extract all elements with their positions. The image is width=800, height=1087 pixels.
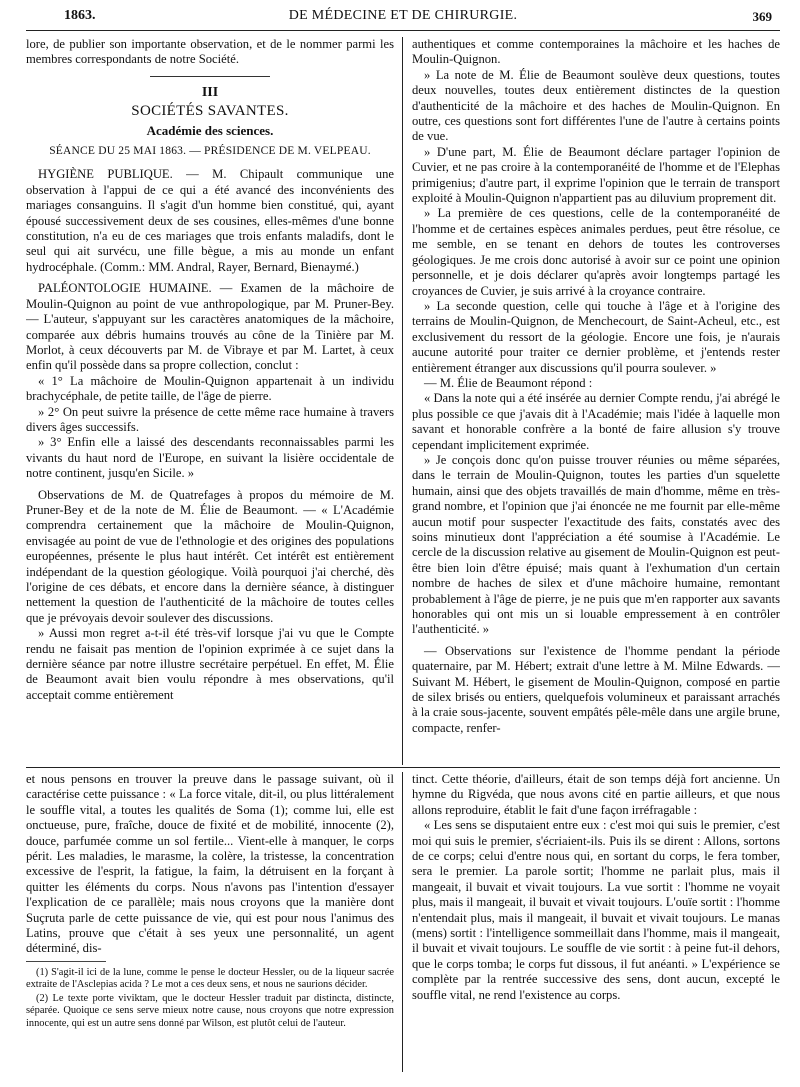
paragraph-regret: » Aussi mon regret a-t-il été très-vif lorsque j'ai vu que le Compte rendu ne faisait pas mention de l'opinion exprimée à ce sujet dans la dernière séance par notre illustre secrétaire perpétuel. En effet, M. Élie de Beaumont avait bien voulu répondre à mes observations, qu'il acceptait comme entièrement	[26, 626, 394, 702]
paragraph-two-questions: » La note de M. Élie de Beaumont soulève deux questions, toutes deux nouvelles, toutes deux entièrement distinctes de la question d'authenticité de la mâchoire et des haches de Moulin-Quignon. En outre, ces questions sont fort différentes l'une de l'autre à certains points de vue.	[412, 67, 780, 144]
paragraph-first-question: » La première de ces questions, celle de la contemporanéité de l'homme et de certaines espèces animales perdues, peut être résolue, ce me semble, en se tenant en dehors de toutes les controverses géologiques. Je me crois donc autorisé à avoir sur ce point une opinion personnelle, et je dois déclarer qu'après avoir longtemps partagé les croyances de Cuvier, je suis arrivé à la croyance contraire.	[412, 206, 780, 298]
paragraph-continuation: authentiques et comme contemporaines la mâchoire et les haches de Moulin-Quignon.	[412, 37, 780, 67]
section-title: SOCIÉTÉS SAVANTES.	[131, 103, 289, 120]
paragraph-quatrefages: Observations de M. de Quatrefages à propos du mémoire de M. Pruner-Bey et de la note de M. Élie de Beaumont. — « L'Académie comprendra certainement que la mâchoire de Moulin-Quignon, envisagée au point de vue de l'ethnologie et des origines des populations européennes, présente le plus haut intérêt. Cet intérêt est entièrement indépendant de la question géologique. Voilà pourquoi j'ai cherché, dès l'origine de ces débats, et encore dans la dernière séance, à distinguer nettement la question de l'authenticité de la mâchoire de toutes celles que je prévoyais devoir soulever des discussions.	[26, 487, 394, 625]
paragraph-conclusion-3: » 3° Enfin elle a laissé des descendants reconnaissables parmi les vivants du haut nord de l'Europe, en suivant la lisière occidentale de notre continent, jusqu'en Sicile. »	[26, 435, 394, 481]
paragraph-hebert: — Observations sur l'existence de l'homme pendant la période quaternaire, par M. Hébert; extrait d'une lettre à M. Milne Edwards. — Suivant M. Hébert, le gisement de Moulin-Quignon, composé en partie de silex brisés ou entiers, quelquefois volumineux et paraissant arrachés à la craie sous-jacente, souvent empâtés pêle-mêle dans une argile brune, compacte, renfer-	[412, 643, 780, 735]
upper-right-column	[402, 37, 780, 765]
horizontal-divider	[26, 767, 780, 768]
paragraph-conclusion-1: « 1° La mâchoire de Moulin-Quignon appartenait à un individu brachycéphale, de petite taille, de l'âge de pierre.	[26, 373, 394, 404]
paragraph-reply-intro: — M. Élie de Beaumont répond :	[424, 375, 593, 390]
paragraph-paleontologie: PALÉONTOLOGIE HUMAINE. — Examen de la mâchoire de Moulin-Quignon au point de vue anthropologique, par M. Pruner-Bey. — L'auteur, s'appuyant sur les caractères anatomiques de la mâchoire, comparée aux débris humains trouvés au cône de la Tinière par M. Morlot, à ceux découverts par M. de Vibraye et par M. Lartet, à ceux enfin qu'il possède dans sa propre collection, conclut :	[26, 281, 394, 373]
paragraph-reply-cont: » Je conçois donc qu'on puisse trouver réunies ou même séparées, dans le terrain de Moulin-Quignon, toutes les parties d'un squelette humain, ainsi que des objets travaillés de main d'homme, même en très-grand nombre, et l'opinion que j'ai énoncée ne me fournit par elle-même aucun motif pour suspecter l'exactitude des faits, constatés avec des soins minutieux dont l'appréciation a été soumise à l'Académie. Le cercle de la discussion relative au gisement de Moulin-Quignon est peut-être bien loin d'être épuisé; mais quant à l'exhumation d'un certain nombre de haches de silex et d'une mâchoire humaine, remontant probablement à l'âge de pierre, je ne puis que m'en rapporter aux savants honorables qui ont mis un si louable empressement à en contrôler l'authenticité. »	[412, 452, 780, 637]
footnote-1: (1) S'agit-il ici de la lune, comme le pense le docteur Hessler, ou de la liqueur sacrée extraite de l'Asclepias acida ? Le mot a ces deux sens, et nous ne saurions décider.	[26, 966, 394, 991]
header-year: 1863.	[64, 8, 96, 23]
paragraph-hygiene: HYGIÈNE PUBLIQUE. — M. Chipault communique une observation à l'appui de ce qui a été avancé des inconvénients des mariages consanguins. Il s'agit d'un homme bien constitué, qui, ayant épousé successivement deux de ses cousines, elles-mêmes d'une bonne constitution, n'a eu de ces mariages que trois enfants maladifs, dont le seul qui ait survécu, une fille bègue, a mis au monde un enfant hydrocéphale. (Comm.: MM. Andral, Rayer, Bernard, Bienaymé.)	[26, 167, 394, 274]
upper-left-column	[26, 37, 394, 765]
page-number: 369	[752, 9, 772, 24]
running-header	[26, 0, 780, 31]
footnote-2: (2) Le texte porte viviktam, que le docteur Hessler traduit par distincta, distincte, séparée. Quoique ce sens serve mieux notre cause, nous croyons que notre expression innocente, qui est un autre sens donné par Wilson, est plutôt celui de l'auteur.	[26, 992, 394, 1029]
paragraph-conclusion-2: » 2° On peut suivre la présence de cette même race humaine à travers divers âges successifs.	[26, 404, 394, 434]
upper-columns	[26, 37, 780, 765]
footnotes	[26, 967, 394, 1030]
paragraph-force-vitale: et nous pensons en trouver la preuve dans le passage suivant, où il caractérise cette puissance : « La force vitale, dit-il, ou plus littéralement le souffle vital, a toutes les qualités de Soma (1); comme lui, elle est onctueuse, pure, fraîche, douce de fixité et de mobilité, innocente (2), douce, parfumée comme un sol fertile... Vient-elle à manquer, le corps périt. Les maladies, le marasme, la colère, la tristesse, la concentration excessive de l'esprit, la fatigue, la faim, la détruisent en la forçant à quitter les éléments du corps. Nous n'avons pas l'intention d'essayer l'explication de ce parallèle; mais nous croyons que la manière dont Suçruta parle de cette puissance de vie, qui est pour nous l'animus des Latins, prouve que c'était à ses yeux une personnalité, un agent déterminé, dis-	[26, 772, 394, 956]
paragraph-theorie: tinct. Cette théorie, d'ailleurs, était de son temps déjà fort ancienne. Un hymne du Rigvéda, que nous avons cité en partie ailleurs, et que nous allons reproduire, établit le fait d'une façon irréfragable :	[412, 772, 780, 817]
paragraph-cuvier: » D'une part, M. Élie de Beaumont déclare partager l'opinion de Cuvier, et ne pas croire à la contemporanéité de l'homme et de l'Elephas primigenius; d'autre part, il exprime l'opinion que le terrain de transport exploité à Moulin-Quignon n'appartient pas au diluvium proprement dit.	[412, 144, 780, 206]
paragraph-second-question: » La seconde question, celle qui touche à l'âge et à l'origine des terrains de Moulin-Quignon, de Menchecourt, de Saint-Acheul, etc., est exclusivement du ressort de la géologie. Encore une fois, je n'aurais aucune autorité pour traiter ce dernier problème, et j'entends rester entièrement étranger aux discussions qu'il pourra soulever. »	[412, 298, 780, 375]
header-title: DE MÉDECINE ET DE CHIRURGIE.	[288, 8, 518, 23]
intro-paragraph: lore, de publier son importante observation, et de le nommer parmi les membres correspondants de notre Société.	[26, 37, 394, 67]
lower-columns	[26, 772, 780, 1072]
academy-heading: Académie des sciences.	[146, 122, 274, 138]
section-number: III	[201, 84, 219, 100]
footnote-rule	[26, 961, 106, 962]
seance-line: SÉANCE DU 25 MAI 1863. — PRÉSIDENCE DE M. VELPEAU.	[49, 145, 371, 158]
lower-left-column	[26, 772, 394, 1072]
lower-right-column	[402, 772, 780, 1072]
section-separator	[150, 76, 270, 77]
paragraph-hymne: « Les sens se disputaient entre eux : c'est moi qui suis le premier, c'est moi qui suis le premier, s'écriaient-ils. Puis ils se dirent : Allons, sortons de ce corps; celui d'entre nous qui, en sortant du corps, le fera tomber, sera le premier. La parole sortit; l'homme ne parlait plus, mais il mangeait, il buvait et vivait toujours. La vue sortit : l'homme ne voyait plus, mais il mangeait, il buvait et vivait toujours. L'ouïe sortit : l'homme n'entendait plus, mais il mangeait, il buvait et vivait toujours. Le manas (mens) sortit : l'intelligence sommeillait dans l'homme, mais il mangeait, il buvait et vivait toujours. Le souffle de vie sortit : à peine fut-il dehors, que le corps tomba; le corps fut dissous, il fut anéanti. » L'expérience se complète par la rentrée successive des sens, dont aucun, excepté le souffle vital, ne rend l'existence au corps.	[412, 818, 780, 1002]
paragraph-reply: « Dans la note qui a été insérée au dernier Compte rendu, j'ai abrégé le plus possible ce que j'avais dit à l'Académie; mais l'idée à laquelle mon savant et honorable confrère a la bonté de faire allusion s'y trouve cependant implicitement exprimée.	[412, 391, 780, 452]
